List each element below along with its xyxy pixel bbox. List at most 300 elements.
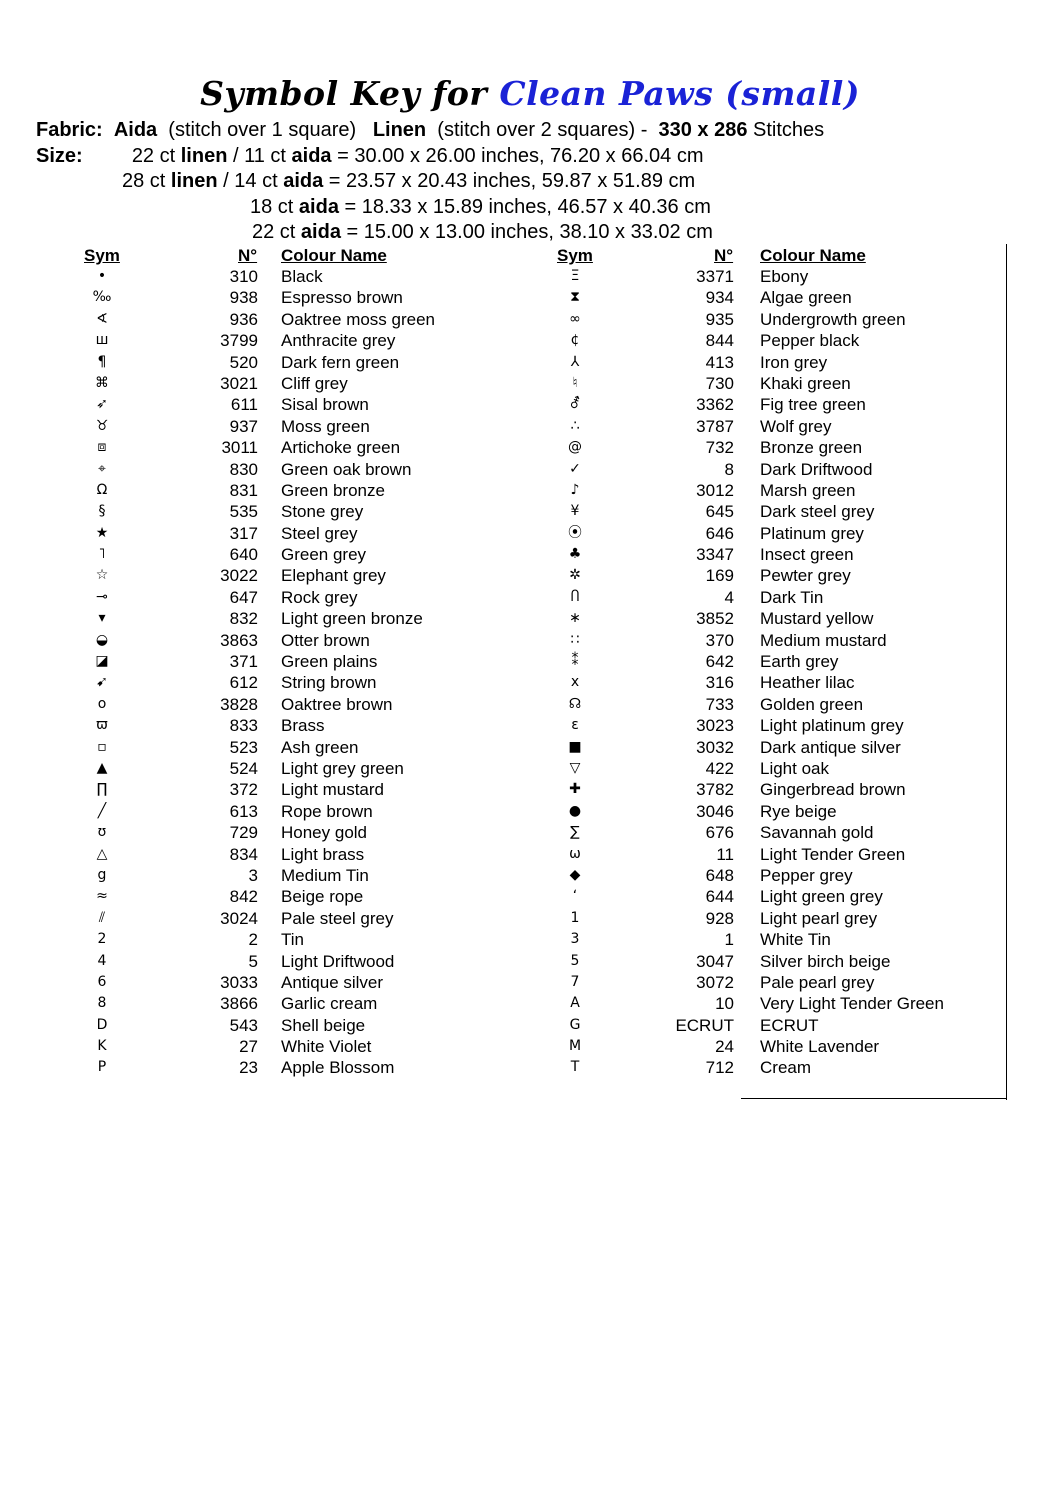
floss-number: 413 xyxy=(705,352,734,372)
colour-name: Light grey green xyxy=(281,758,404,778)
floss-number: 642 xyxy=(705,652,734,672)
symbol-glyph: ♪ xyxy=(570,481,580,498)
symbol-row xyxy=(0,1015,1000,1036)
symbol-glyph: ▲ xyxy=(96,759,108,776)
header-num-right: N° xyxy=(714,246,734,265)
symbol-glyph: 7 xyxy=(570,973,580,990)
stitch-count: 330 x 286 xyxy=(658,119,748,141)
colour-name: Pewter grey xyxy=(760,566,851,586)
symbol-row xyxy=(0,459,1000,480)
symbol-glyph: ≈ xyxy=(96,888,108,905)
floss-number: 3787 xyxy=(696,416,734,436)
symbol-glyph: ‰ xyxy=(92,289,112,306)
colour-name: Green bronze xyxy=(281,480,385,500)
table-bottom-border xyxy=(741,1098,1007,1099)
symbol-glyph: A xyxy=(570,995,580,1012)
fabric-aida-note: (stitch over 1 square) xyxy=(168,119,357,141)
symbol-glyph: o xyxy=(97,695,107,712)
symbol-glyph: ∏ xyxy=(96,781,108,798)
colour-name: White Lavender xyxy=(760,1037,880,1057)
floss-number: 732 xyxy=(705,438,734,458)
symbol-row xyxy=(0,480,1000,501)
symbol-row xyxy=(0,779,1000,800)
floss-number: 3863 xyxy=(220,630,258,650)
size-dims: = 23.57 x 20.43 inches, 59.87 x 51.89 cm xyxy=(328,170,696,192)
colour-name: Artichoke green xyxy=(281,438,401,458)
symbol-glyph: P xyxy=(97,1059,107,1076)
floss-number: 936 xyxy=(229,309,258,329)
size-count: 22 ct xyxy=(131,145,176,167)
symbol-row xyxy=(0,608,1000,629)
symbol-glyph: ∗ xyxy=(569,610,581,627)
symbol-row xyxy=(0,373,1000,394)
colour-name: Steel grey xyxy=(281,523,358,543)
symbol-row xyxy=(0,544,1000,565)
floss-number: 10 xyxy=(715,994,734,1014)
symbol-glyph: ∢ xyxy=(96,310,108,327)
symbol-row xyxy=(0,309,1000,330)
floss-number: 648 xyxy=(705,865,734,885)
symbol-glyph: ⧗ xyxy=(570,289,580,306)
colour-name: Espresso brown xyxy=(281,288,403,308)
floss-number: 934 xyxy=(705,288,734,308)
floss-number: 3011 xyxy=(221,438,258,458)
floss-number: 647 xyxy=(229,587,258,607)
size-aida: aida xyxy=(291,145,332,167)
floss-number: 422 xyxy=(705,758,734,778)
symbol-glyph: ◪ xyxy=(95,653,109,670)
symbol-glyph: ✓ xyxy=(569,460,581,477)
floss-number: 645 xyxy=(705,502,734,522)
symbol-glyph: ʻ xyxy=(572,888,578,905)
symbol-glyph: § xyxy=(98,503,106,520)
header-name-right: Colour Name xyxy=(760,246,866,265)
symbol-row xyxy=(0,416,1000,437)
pattern-name: Clean Paws (small) xyxy=(499,74,860,113)
fabric-linen: Linen xyxy=(372,119,427,141)
colour-name: Ebony xyxy=(760,267,809,286)
colour-name: Dark antique silver xyxy=(760,737,901,757)
symbol-row xyxy=(0,501,1000,522)
header-sym-right: Sym xyxy=(557,246,593,265)
colour-name: Bronze green xyxy=(760,438,863,458)
floss-number: 3347 xyxy=(696,545,734,565)
floss-number: 830 xyxy=(229,459,258,479)
header-num-left: N° xyxy=(238,246,258,265)
symbol-glyph: M xyxy=(568,1038,582,1055)
size-count: 22 ct xyxy=(252,221,296,243)
floss-number: 938 xyxy=(229,288,258,308)
symbol-glyph: ☊ xyxy=(568,695,582,712)
floss-number: 3047 xyxy=(696,951,734,971)
symbol-glyph: ш xyxy=(95,332,109,349)
fabric-aida: Aida xyxy=(113,119,158,141)
colour-name: Dark fern green xyxy=(281,352,400,372)
colour-name: Dark steel grey xyxy=(760,502,875,522)
colour-name: Silver birch beige xyxy=(760,951,891,971)
floss-number: 3 xyxy=(248,865,258,885)
floss-number: 729 xyxy=(229,823,258,843)
symbol-row xyxy=(0,822,1000,843)
symbol-glyph: Ⴖ xyxy=(570,588,580,605)
symbol-glyph: ◒ xyxy=(95,631,109,648)
floss-number: 3852 xyxy=(696,609,734,629)
symbol-row xyxy=(0,929,1000,950)
symbol-glyph: g xyxy=(97,866,107,883)
floss-number: 3828 xyxy=(220,694,258,714)
symbol-glyph: ☆ xyxy=(95,567,109,584)
symbol-row xyxy=(0,565,1000,586)
symbol-glyph: ⫽ xyxy=(98,909,106,926)
symbol-row xyxy=(0,801,1000,822)
colour-name: Dark Tin xyxy=(760,587,824,607)
header-sym-left: Sym xyxy=(84,246,120,265)
symbol-row xyxy=(0,694,1000,715)
colour-name: Ash green xyxy=(281,737,359,757)
colour-name: Insect green xyxy=(760,545,854,565)
table-right-border xyxy=(1006,244,1007,1100)
floss-number: 316 xyxy=(705,673,734,693)
colour-name: Brass xyxy=(281,716,325,736)
symbol-glyph: ∷ xyxy=(570,631,580,648)
colour-name: String brown xyxy=(281,673,377,693)
colour-name: Fig tree green xyxy=(760,395,866,415)
floss-number: 676 xyxy=(705,823,734,843)
symbol-glyph: ¢ xyxy=(570,332,580,349)
floss-number: 937 xyxy=(229,416,258,436)
symbol-row xyxy=(0,651,1000,672)
floss-number: 317 xyxy=(229,523,258,543)
stitch-word: Stitches xyxy=(753,119,825,141)
colour-name: Light green grey xyxy=(760,887,883,907)
colour-name: Rock grey xyxy=(281,587,358,607)
colour-name: Apple Blossom xyxy=(281,1058,395,1078)
symbol-glyph: 2 xyxy=(97,931,107,948)
colour-name: Antique silver xyxy=(281,972,384,992)
colour-name: Sisal brown xyxy=(281,395,369,415)
colour-name: Wolf grey xyxy=(760,416,832,436)
symbol-glyph: ¶ xyxy=(97,353,107,370)
floss-number: 2 xyxy=(248,930,258,950)
colour-name: Pale steel grey xyxy=(281,908,394,928)
symbol-glyph: K xyxy=(97,1038,107,1055)
symbol-glyph: ⅄ xyxy=(570,353,580,370)
symbol-row xyxy=(0,844,1000,865)
colour-name: Pepper grey xyxy=(760,865,853,885)
floss-number: 3371 xyxy=(696,267,734,286)
colour-name: Golden green xyxy=(760,694,864,714)
colour-name: ECRUT xyxy=(760,1015,819,1035)
floss-number: 712 xyxy=(705,1058,734,1078)
floss-number: 3022 xyxy=(220,566,258,586)
colour-name: White Tin xyxy=(760,930,831,950)
floss-number: 730 xyxy=(705,373,734,393)
symbol-glyph: ♣ xyxy=(568,546,582,563)
symbol-row xyxy=(0,523,1000,544)
size-label: Size: xyxy=(36,145,83,167)
symbol-glyph: ɛ xyxy=(571,717,579,734)
floss-number: 3032 xyxy=(696,737,734,757)
floss-number: 831 xyxy=(229,480,258,500)
symbol-glyph: ♮ xyxy=(572,374,578,391)
colour-name: Mustard yellow xyxy=(760,609,874,629)
floss-number: 3033 xyxy=(220,972,258,992)
colour-name: Elephant grey xyxy=(281,566,386,586)
colour-name: Stone grey xyxy=(281,502,364,522)
floss-number: 844 xyxy=(705,331,734,351)
floss-number: 3024 xyxy=(220,908,258,928)
colour-name: Gingerbread brown xyxy=(760,780,906,800)
colour-name: White Violet xyxy=(281,1037,372,1057)
symbol-glyph: ⚦ xyxy=(569,396,581,413)
floss-number: 23 xyxy=(239,1058,258,1078)
size-linen: linen xyxy=(170,170,218,192)
colour-name: Tin xyxy=(281,930,304,950)
floss-number: 612 xyxy=(229,673,258,693)
floss-number: 1 xyxy=(724,930,734,950)
colour-name: Light Tender Green xyxy=(760,844,906,864)
colour-name: Oaktree moss green xyxy=(281,309,436,329)
size-line-4 xyxy=(252,220,713,244)
floss-number: 834 xyxy=(229,844,258,864)
floss-number: 640 xyxy=(229,545,258,565)
symbol-glyph: ⦿ xyxy=(568,524,582,541)
floss-number: 3012 xyxy=(696,480,734,500)
floss-number: 4 xyxy=(724,587,734,607)
colour-name: Light pearl grey xyxy=(760,908,878,928)
floss-number: 3782 xyxy=(696,780,734,800)
colour-name: Marsh green xyxy=(760,480,856,500)
symbol-glyph: ▾ xyxy=(98,610,106,627)
symbol-glyph: ● xyxy=(568,802,582,819)
size-sep: / 11 ct xyxy=(232,145,286,167)
size-aida: aida xyxy=(298,196,339,218)
symbol-row xyxy=(0,287,1000,308)
symbol-glyph: 3 xyxy=(570,931,580,948)
colour-name: Garlic cream xyxy=(281,994,378,1014)
colour-name: Rope brown xyxy=(281,801,373,821)
colour-name: Earth grey xyxy=(760,652,839,672)
symbol-row xyxy=(0,330,1000,351)
symbol-glyph: ✲ xyxy=(569,567,581,584)
colour-name: Light mustard xyxy=(281,780,384,800)
floss-number: 644 xyxy=(705,887,734,907)
symbol-row xyxy=(0,865,1000,886)
symbol-glyph: x xyxy=(570,674,580,691)
colour-name: Green oak brown xyxy=(281,459,412,479)
size-aida: aida xyxy=(283,170,324,192)
size-dims: = 30.00 x 26.00 inches, 76.20 x 66.04 cm xyxy=(337,145,704,167)
size-count: 28 ct xyxy=(122,170,166,192)
size-line-2 xyxy=(122,169,695,193)
symbol-row xyxy=(0,394,1000,415)
symbol-glyph: 1 xyxy=(570,909,580,926)
floss-number: 11 xyxy=(716,844,734,864)
size-count: 18 ct xyxy=(250,196,294,218)
colour-name: Beige rope xyxy=(281,887,364,907)
colour-name: Algae green xyxy=(760,288,852,308)
symbol-glyph: @ xyxy=(568,439,582,456)
colour-name: Light platinum grey xyxy=(760,716,904,736)
floss-number: 935 xyxy=(705,309,734,329)
floss-number: 3362 xyxy=(696,395,734,415)
floss-number: 24 xyxy=(715,1037,734,1057)
colour-name: Heather lilac xyxy=(760,673,855,693)
symbol-glyph: ◆ xyxy=(569,866,581,883)
floss-number: 524 xyxy=(229,758,258,778)
symbol-glyph: ♉ xyxy=(95,417,109,434)
symbol-glyph: ▫ xyxy=(97,738,107,755)
symbol-row xyxy=(0,886,1000,907)
symbol-row xyxy=(0,715,1000,736)
floss-number: 3866 xyxy=(220,994,258,1014)
symbol-glyph: ∴ xyxy=(570,417,580,434)
symbol-glyph: ⊸ xyxy=(96,588,108,605)
floss-number: 5 xyxy=(248,951,258,971)
symbol-row xyxy=(0,993,1000,1014)
floss-number: 832 xyxy=(229,609,258,629)
floss-number: 3023 xyxy=(696,716,734,736)
symbol-glyph: ˥ xyxy=(98,546,106,563)
floss-number: 3799 xyxy=(220,331,258,351)
floss-number: 371 xyxy=(229,652,258,672)
symbol-glyph: ╱ xyxy=(97,802,107,819)
fabric-linen-note: (stitch over 2 squares) - xyxy=(437,119,648,141)
floss-number: 833 xyxy=(229,716,258,736)
colour-name: Shell beige xyxy=(281,1015,366,1035)
symbol-row xyxy=(0,951,1000,972)
floss-number: 733 xyxy=(705,694,734,714)
symbol-list-right xyxy=(0,266,1000,1079)
colour-name: Otter brown xyxy=(281,630,370,650)
colour-name: Khaki green xyxy=(760,373,851,393)
symbol-glyph: 8 xyxy=(97,995,107,1012)
title-prefix: Symbol Key for xyxy=(200,74,488,113)
size-line-3 xyxy=(250,195,711,219)
floss-number: 310 xyxy=(229,267,258,286)
colour-name: Medium mustard xyxy=(760,630,887,650)
colour-name: Cream xyxy=(760,1058,812,1078)
floss-number: 928 xyxy=(705,908,734,928)
colour-name: Oaktree brown xyxy=(281,694,393,714)
colour-name: Light brass xyxy=(281,844,365,864)
symbol-glyph: ⌘ xyxy=(95,374,109,391)
colour-name: Black xyxy=(281,267,323,286)
symbol-glyph: ★ xyxy=(95,524,109,541)
colour-name: Pepper black xyxy=(760,331,860,351)
colour-name: Anthracite grey xyxy=(281,331,396,351)
floss-number: 3021 xyxy=(220,373,258,393)
floss-number: 523 xyxy=(229,737,258,757)
fabric-line xyxy=(36,118,824,142)
floss-number: 613 xyxy=(229,801,258,821)
symbol-row xyxy=(0,972,1000,993)
symbol-glyph: ➹ xyxy=(96,674,108,691)
symbol-glyph: Ξ xyxy=(570,268,580,284)
symbol-glyph: • xyxy=(97,268,107,284)
colour-name: Very Light Tender Green xyxy=(760,994,944,1014)
colour-name: Moss green xyxy=(281,416,370,436)
symbol-glyph: D xyxy=(96,1016,108,1033)
symbol-row xyxy=(0,630,1000,651)
colour-name: Medium Tin xyxy=(281,865,369,885)
symbol-row xyxy=(0,1057,1000,1078)
colour-name: Savannah gold xyxy=(760,823,874,843)
symbol-row xyxy=(0,758,1000,779)
symbol-row xyxy=(0,437,1000,458)
symbol-glyph: ■ xyxy=(568,738,582,755)
floss-number: 535 xyxy=(229,502,258,522)
floss-number: 370 xyxy=(705,630,734,650)
floss-number: 27 xyxy=(239,1037,258,1057)
symbol-row xyxy=(0,737,1000,758)
symbol-glyph: ∑ xyxy=(570,824,580,841)
colour-name: Platinum grey xyxy=(760,523,864,543)
colour-name: Iron grey xyxy=(760,352,828,372)
floss-number: 520 xyxy=(229,352,258,372)
colour-name: Green grey xyxy=(281,545,367,565)
floss-number: 169 xyxy=(705,566,734,586)
colour-name: Green plains xyxy=(281,652,378,672)
colour-name: Honey gold xyxy=(281,823,368,843)
symbol-glyph: ⧈ xyxy=(97,439,107,456)
floss-number: 372 xyxy=(229,780,258,800)
floss-number: 646 xyxy=(705,523,734,543)
symbol-glyph: 5 xyxy=(570,952,580,969)
floss-number: 543 xyxy=(229,1015,258,1035)
symbol-row xyxy=(0,266,1000,287)
symbol-glyph: ⌖ xyxy=(98,460,106,477)
size-dims: = 15.00 x 13.00 inches, 38.10 x 33.02 cm xyxy=(346,221,713,243)
symbol-glyph: ¥ xyxy=(570,503,580,520)
symbol-glyph: T xyxy=(570,1059,580,1076)
symbol-glyph: ∞ xyxy=(569,310,581,327)
colour-name: Dark Driftwood xyxy=(760,459,873,479)
header-name-left: Colour Name xyxy=(281,246,387,265)
colour-name: Undergrowth green xyxy=(760,309,906,329)
floss-number: 3046 xyxy=(696,801,734,821)
symbol-glyph: Ω xyxy=(96,481,108,498)
symbol-row xyxy=(0,1036,1000,1057)
size-linen: linen xyxy=(180,145,228,167)
symbol-row xyxy=(0,587,1000,608)
symbol-glyph: △ xyxy=(96,845,108,862)
symbol-row xyxy=(0,352,1000,373)
symbol-glyph: 6 xyxy=(97,973,107,990)
symbol-glyph: G xyxy=(569,1016,581,1033)
symbol-row xyxy=(0,908,1000,929)
symbol-glyph: ✚ xyxy=(569,781,581,798)
symbol-glyph: ▽ xyxy=(569,759,581,776)
symbol-glyph: ϖ xyxy=(96,717,108,734)
symbol-glyph: ω xyxy=(569,845,581,862)
colour-name: Cliff grey xyxy=(281,373,348,393)
colour-name: Light oak xyxy=(760,758,829,778)
symbol-glyph: ʊ xyxy=(97,824,107,841)
floss-number: 8 xyxy=(724,459,734,479)
floss-number: ECRUT xyxy=(675,1015,734,1035)
size-line-1 xyxy=(36,144,703,168)
symbol-glyph: 4 xyxy=(97,952,107,969)
size-dims: = 18.33 x 15.89 inches, 46.57 x 40.36 cm xyxy=(344,196,711,218)
symbol-glyph: ⁑ xyxy=(571,653,579,670)
size-sep: / 14 ct xyxy=(223,170,278,192)
symbol-row xyxy=(0,672,1000,693)
colour-name: Rye beige xyxy=(760,801,837,821)
floss-number: 3072 xyxy=(696,972,734,992)
floss-number: 611 xyxy=(230,395,258,415)
colour-name: Pale pearl grey xyxy=(760,972,875,992)
